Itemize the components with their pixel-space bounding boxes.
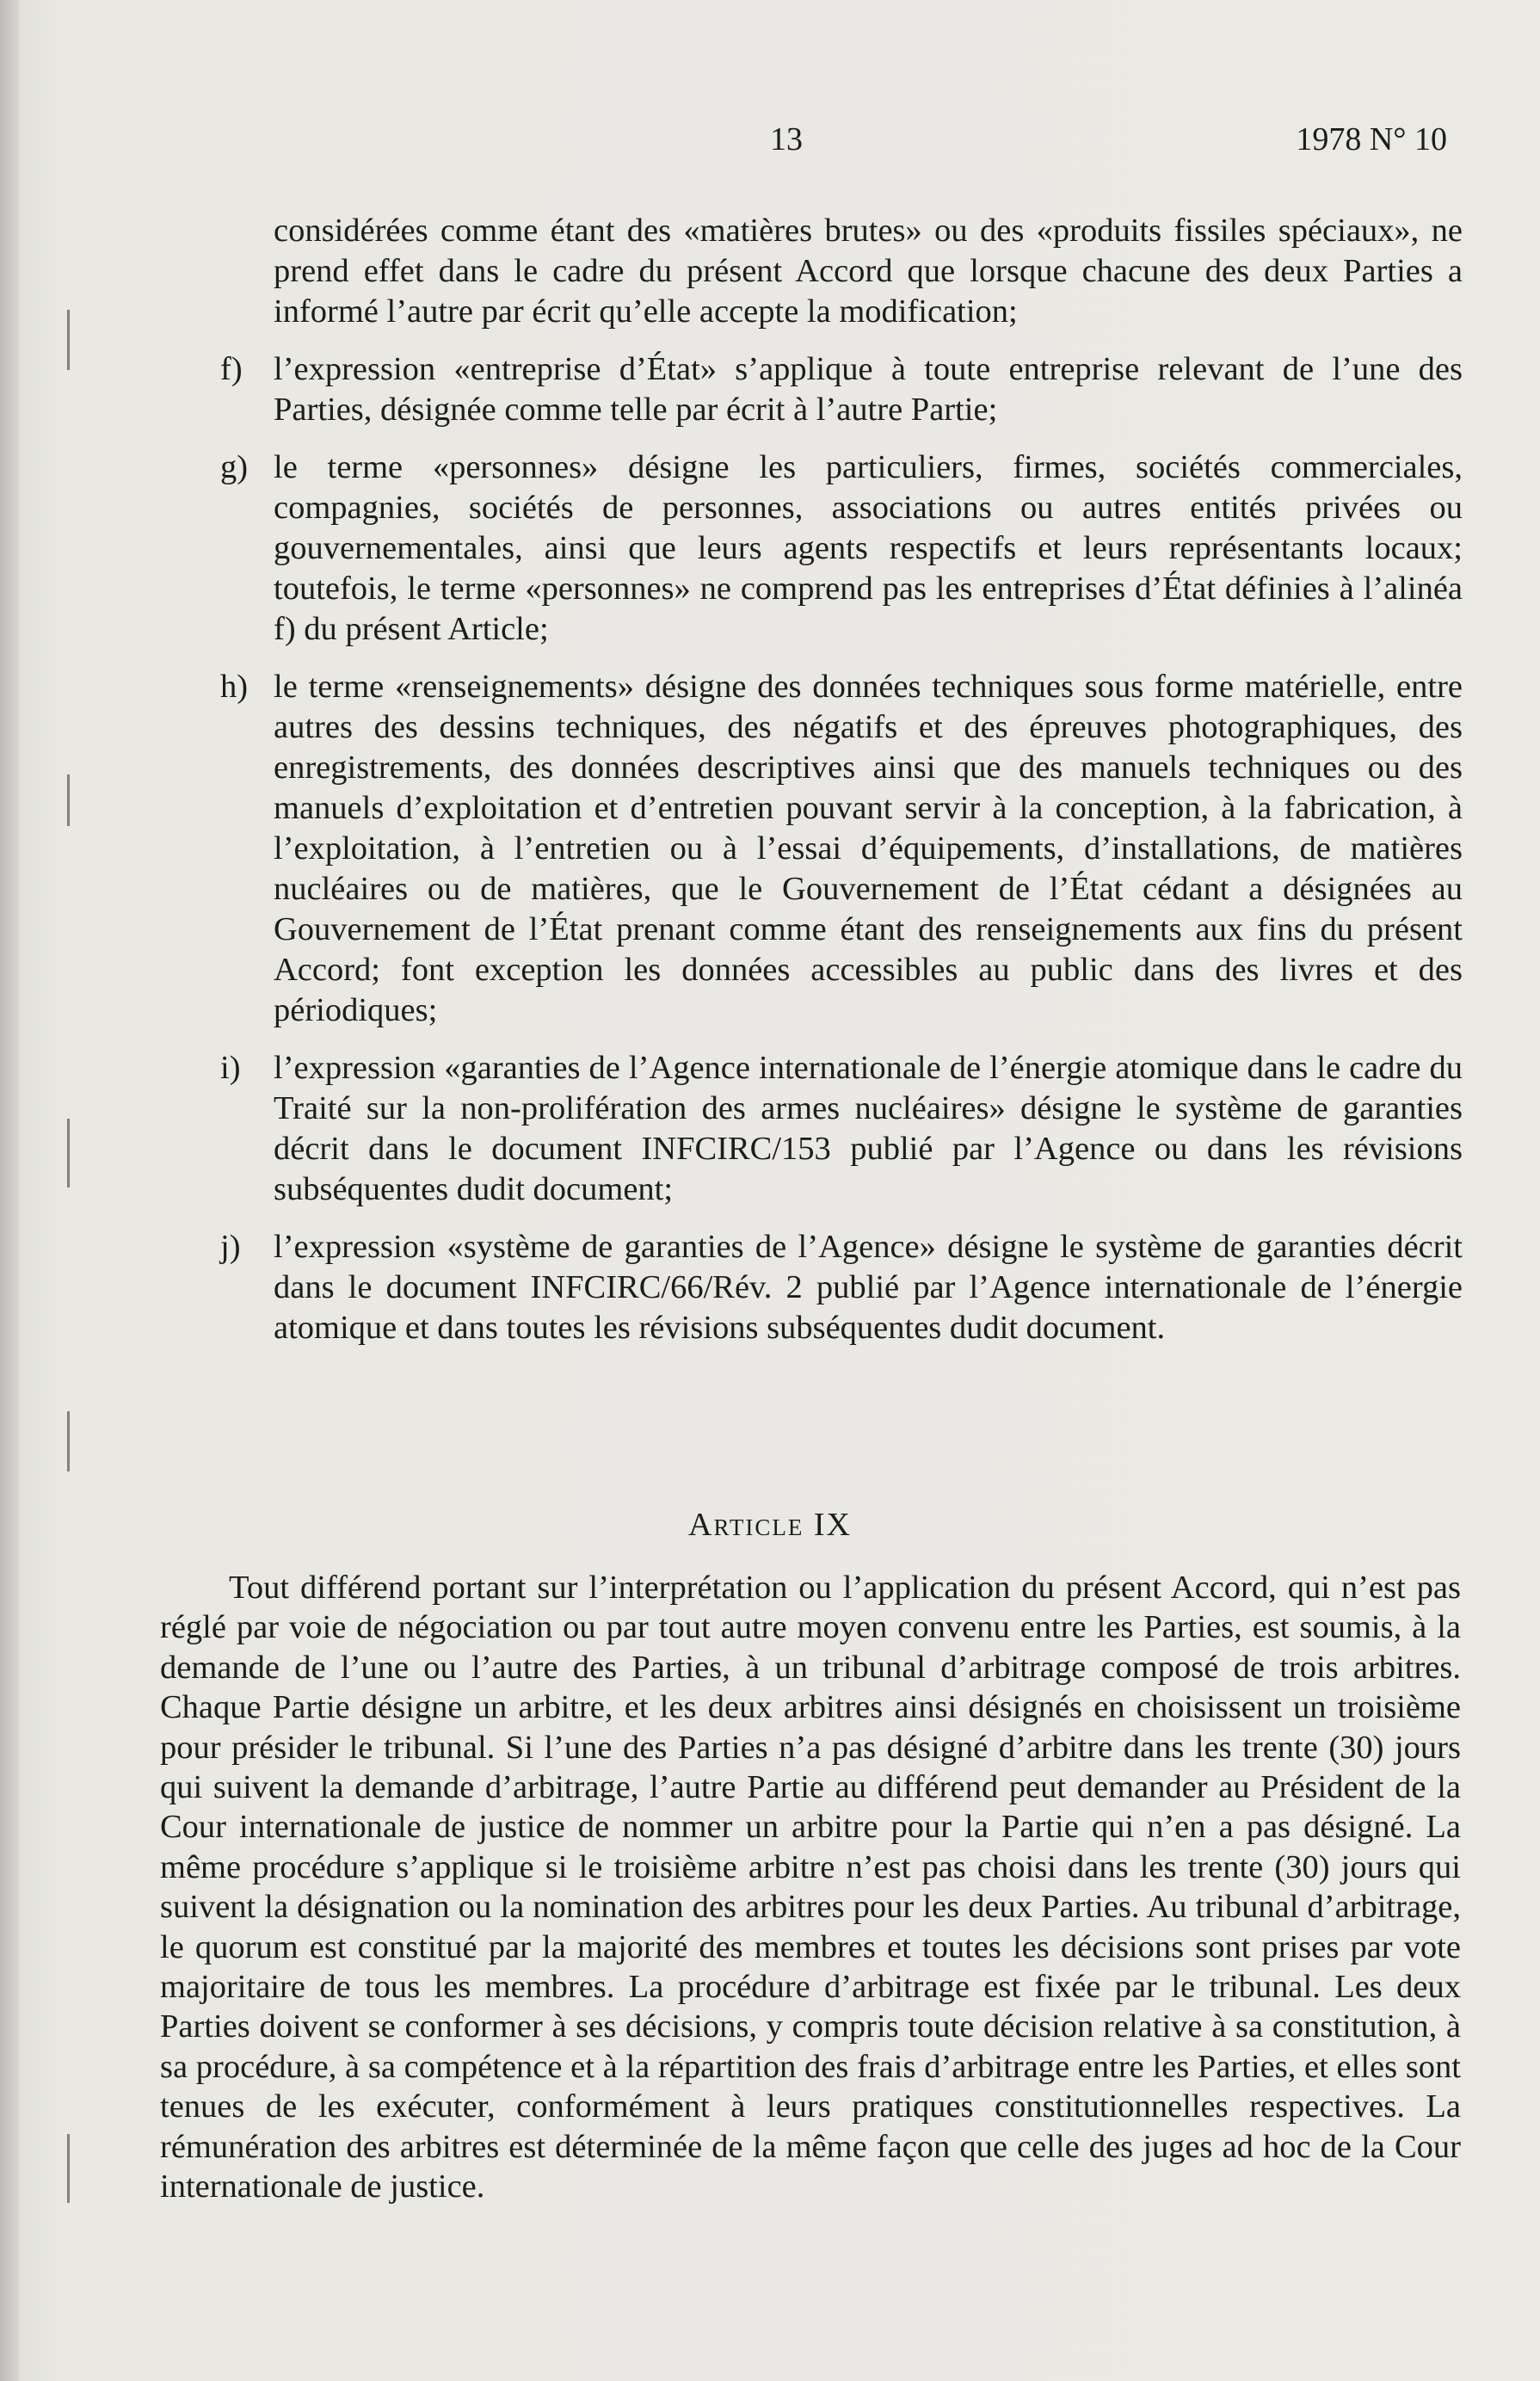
binding-edge bbox=[0, 0, 19, 2381]
document-reference: 1978 N° 10 bbox=[1296, 121, 1447, 157]
definition-text: considérées comme étant des «matières brutes» ou des «produits fissiles spéciaux», ne prend effet dans le cadre du présent Accord que lorsque chacune des deux Parties a informé l’autre par écrit qu’elle accepte la modification; bbox=[274, 213, 1463, 330]
definition-item bbox=[206, 1227, 1463, 1348]
edge-mark bbox=[67, 774, 70, 826]
definition-item bbox=[206, 667, 1463, 1031]
definition-text: le terme «renseignements» désigne des données techniques sous forme matérielle, entre autres des dessins techniques, des négatifs et des épreuves photographiques, des enregistrements, des données descriptives ainsi que des manuels techniques ou des manuels d’exploitation et d’entretien pouvant servir à la conception, à la fabrication, à l’exploitation, à l’entretien ou à l’essai d’équipements, d’installations, de matières nucléaires ou de matières, que le Gouvernement de l’État cédant a désignées au Gouvernement de l’État prenant comme étant des renseignements aux fins du présent Accord; font exception les données accessibles au public dans des livres et des périodiques; bbox=[274, 669, 1463, 1028]
definition-letter: i) bbox=[220, 1050, 241, 1086]
definition-letter: f) bbox=[220, 351, 243, 387]
definition-text: l’expression «entreprise d’État» s’applique à toute entreprise relevant de l’une des Parties, désignée comme telle par écrit à l’autre Partie; bbox=[274, 351, 1463, 428]
edge-mark bbox=[67, 1119, 70, 1187]
definition-letter: g) bbox=[220, 449, 249, 485]
article-body: Tout différend portant sur l’interprétation ou l’application du présent Accord, qui n’est pas réglé par voie de négociation ou par tout autre moyen convenu entre les Parties, est soumis, à la demande de l’une ou l’autre des Parties, à un tribunal d’arbitrage composé de trois arbitres. Chaque Partie désigne un arbitre, et les deux arbitres ainsi désignés en choisissent un troisième pour présider le tribunal. Si l’une des Parties n’a pas désigné d’arbitre dans les trente (30) jours qui suivent la demande d’arbitrage, l’autre Partie au différend peut demander au Président de la Cour internationale de justice de nommer un arbitre pour la Partie qui n’en a pas désigné. La même procédure s’applique si le troisième arbitre n’est pas choisi dans les trente (30) jours qui suivent la désignation ou la nomination des arbitres pour les deux Parties. Au tribunal d’arbitrage, le quorum est constitué par la majorité des membres et toutes les décisions sont prises par vote majoritaire de tous les membres. La procédure d’arbitrage est fixée par le tribunal. Les deux Parties doivent se conformer à ses décisions, y compris toute décision relative à sa constitution, à sa procédure, à sa compétence et à la répartition des frais d’arbitrage entre les Parties, et elles sont tenues de les exécuter, conformément à leurs pratiques constitutionnelles respectives. La rémunération des arbitres est déterminée de la même façon que celle des juges ad hoc de la Cour internationale de justice. bbox=[160, 1570, 1461, 2205]
edge-mark bbox=[67, 2134, 70, 2203]
definition-text: le terme «personnes» désigne les particuliers, firmes, sociétés commerciales, compagnies, sociétés de personnes, associations ou autres entités privées ou gouvernementales, ainsi que leurs agents respectifs et leurs représentants locaux; toutefois, le terme «personnes» ne comprend pas les entreprises d’État définies à l’alinéa f) du présent Article; bbox=[274, 449, 1463, 647]
definition-item bbox=[206, 447, 1463, 650]
definition-letter: j) bbox=[220, 1229, 241, 1265]
page-number: 13 bbox=[770, 121, 803, 157]
definition-text: l’expression «système de garanties de l’Agence» désigne le système de garanties décrit dans le document INFCIRC/66/Rév. 2 publié par l’Agence internationale de l’énergie atomique et dans toutes les révisions subséquentes dudit document. bbox=[274, 1229, 1463, 1346]
definition-letter: h) bbox=[220, 669, 249, 705]
definition-item bbox=[206, 1048, 1463, 1210]
definition-text: l’expression «garanties de l’Agence internationale de l’énergie atomique dans le cadre du Traité sur la non-prolifération des armes nucléaires» désigne le système de garanties décrit dans le document INFCIRC/153 publié par l’Agence ou dans les révisions subséquentes dudit document; bbox=[274, 1050, 1463, 1207]
definition-item bbox=[206, 349, 1463, 430]
edge-mark bbox=[67, 1411, 70, 1471]
page-header bbox=[0, 120, 1540, 163]
definitions-list bbox=[206, 211, 1463, 1366]
article-title: Article IX bbox=[688, 1507, 852, 1543]
definition-continuation bbox=[206, 211, 1463, 332]
edge-mark bbox=[67, 310, 70, 370]
